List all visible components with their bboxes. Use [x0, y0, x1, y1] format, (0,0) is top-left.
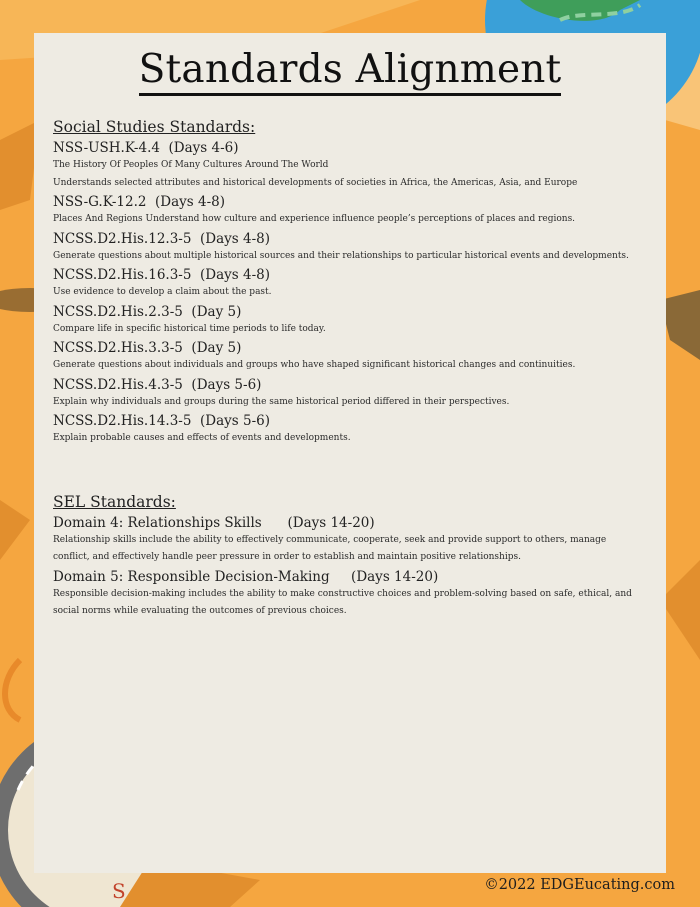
page-title: Standards Alignment: [34, 47, 666, 92]
standard-code: NSS-G.K-12.2 (Days 4-8): [53, 194, 226, 210]
standard-item: [53, 303, 653, 338]
standard-item: [53, 376, 653, 411]
standard-code: NCSS.D2.His.3.3-5 (Day 5): [53, 340, 242, 356]
standard-description: Explain why individuals and groups during the same historical period differed in their perspectives.: [53, 396, 510, 407]
standard-item: [53, 230, 653, 265]
standard-description: social norms while evaluating the outcomes of previous choices.: [53, 606, 347, 616]
standard-description: Explain probable causes and effects of events and developments.: [53, 433, 351, 443]
standard-description: Generate questions about multiple historical sources and their relationships to particular historical events and developments.: [53, 250, 629, 261]
standard-description: The History Of Peoples Of Many Cultures Around The World: [53, 160, 329, 170]
standard-item: [53, 139, 653, 191]
standard-description: Use evidence to develop a claim about the past.: [53, 287, 272, 297]
standard-code: NCSS.D2.His.12.3-5 (Days 4-8): [53, 230, 271, 247]
copyright-footer: ©2022 EDGEucating.com: [484, 877, 675, 893]
standard-description: Places And Regions Understand how culture and experience influence people’s perceptions of places and regions.: [53, 214, 576, 224]
standard-code: NCSS.D2.His.2.3-5 (Day 5): [53, 303, 242, 320]
standard-item: [53, 514, 653, 566]
standard-code: NCSS.D2.His.16.3-5 (Days 4-8): [53, 267, 271, 283]
standard-description: Generate questions about individuals and groups who have shaped significant historical changes and continuities.: [53, 360, 576, 370]
section-spacer: [53, 449, 653, 492]
standard-item: [53, 568, 653, 620]
standard-description: conflict, and effectively handle peer pressure in order to establish and maintain positive relationships.: [53, 552, 521, 562]
standard-description: Responsible decision-making includes the ability to make constructive choices and problem-solving based on safe, ethical, and: [53, 588, 632, 599]
standards-panel: [34, 33, 666, 873]
standard-description: Compare life in specific historical time periods to life today.: [53, 323, 326, 334]
standard-code: NCSS.D2.His.14.3-5 (Days 5-6): [53, 413, 271, 429]
standard-code: NCSS.D2.His.4.3-5 (Days 5-6): [53, 376, 262, 393]
standard-code: NSS-USH.K-4.4 (Days 4-6): [53, 140, 239, 156]
standard-code: Domain 5: Responsible Decision-Making (Days 14-20): [53, 568, 439, 585]
standard-code: Domain 4: Relationships Skills (Days 14-20): [53, 514, 375, 531]
standard-item: [53, 266, 653, 301]
standard-item: [53, 193, 653, 228]
standard-description: Relationship skills include the ability to effectively communicate, cooperate, seek and provide support to others, manage: [53, 534, 607, 545]
svg-text:S: S: [112, 879, 126, 903]
standards-content: [53, 117, 653, 622]
standard-description: Understands selected attributes and historical developments of societies in Africa, the Americas, Asia, and Europe: [53, 177, 578, 188]
standard-item: [53, 412, 653, 447]
social-studies-heading: Social Studies Standards:: [53, 118, 256, 136]
sel-heading: SEL Standards:: [53, 492, 176, 511]
standard-item: [53, 339, 653, 374]
